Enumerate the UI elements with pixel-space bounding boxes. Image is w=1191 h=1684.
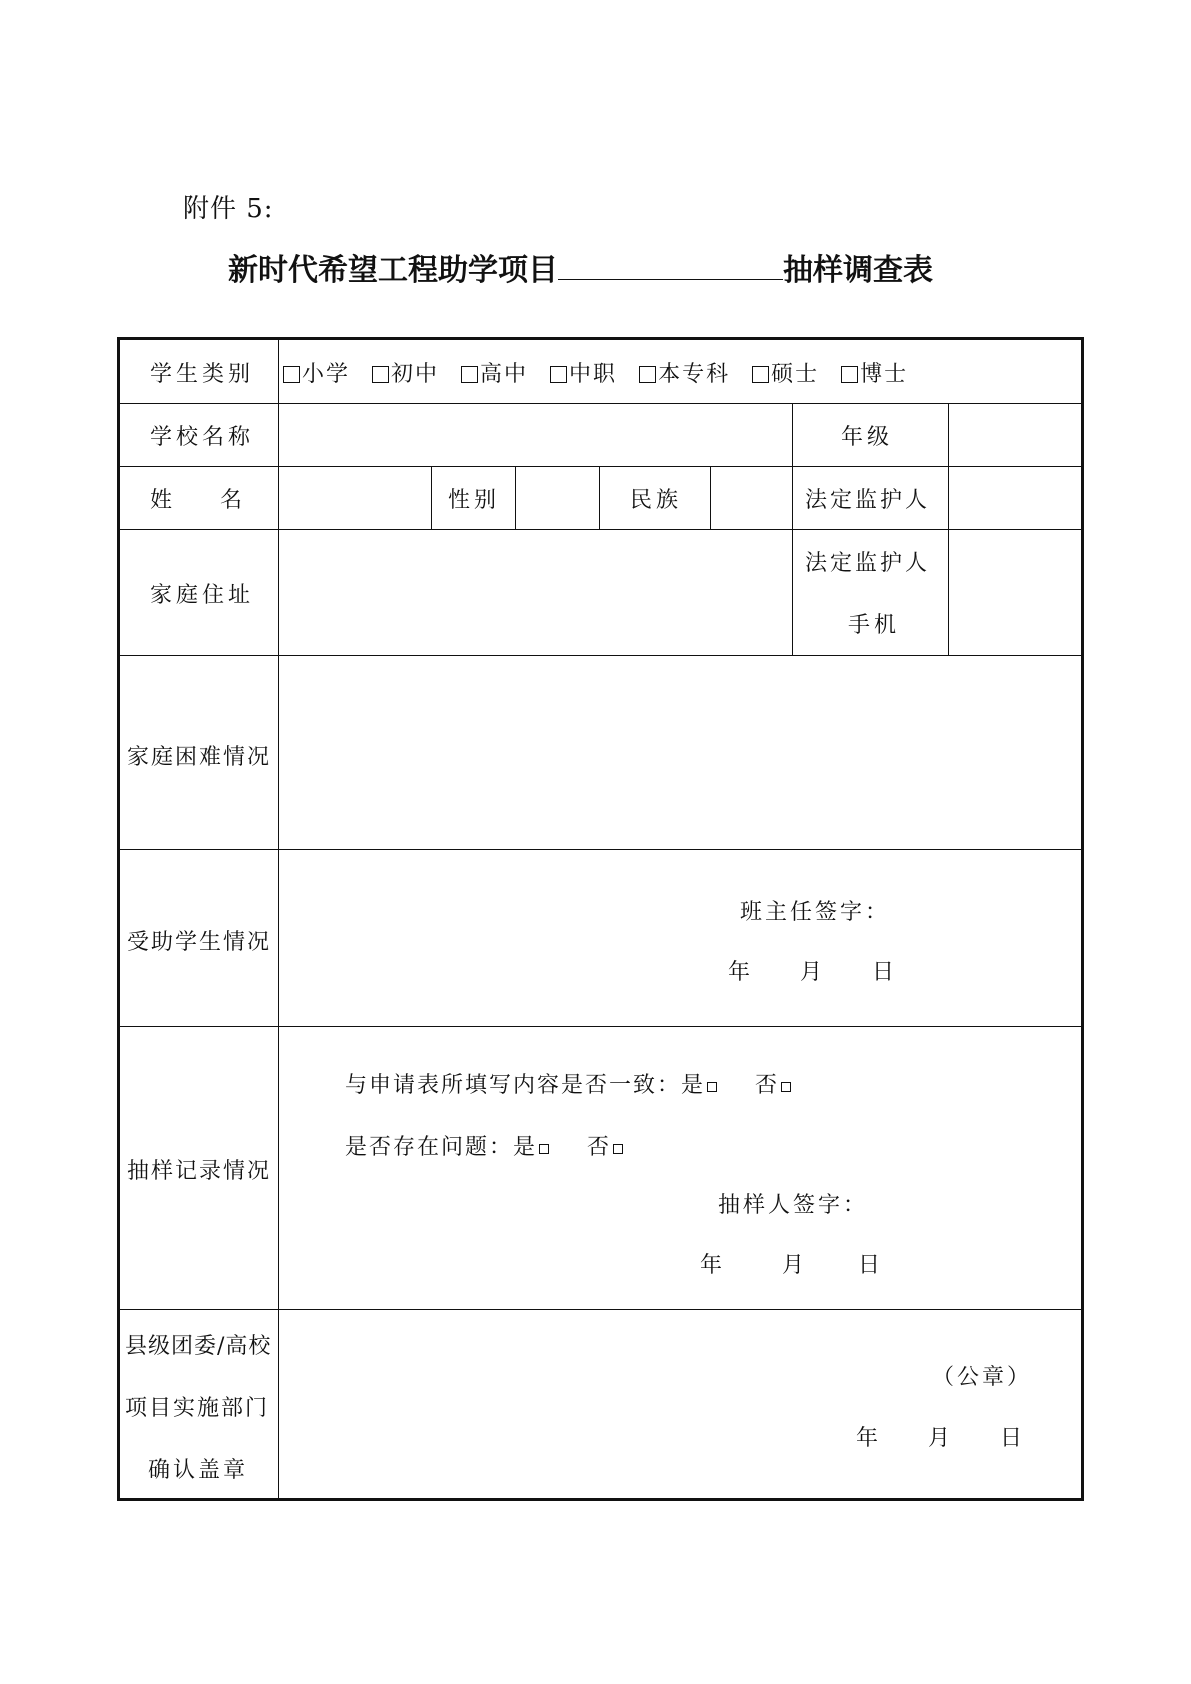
ethnicity-field[interactable] xyxy=(712,467,791,528)
checkbox-icon[interactable] xyxy=(841,366,858,383)
option-primary[interactable]: 小学 xyxy=(283,357,350,388)
option-vocational[interactable]: 中职 xyxy=(550,357,617,388)
option-master[interactable]: 硕士 xyxy=(752,357,819,388)
column-divider xyxy=(515,466,516,529)
gender-field[interactable] xyxy=(517,467,598,528)
name-field[interactable] xyxy=(280,467,430,528)
student-status-label: 受助学生情况 xyxy=(127,930,272,955)
page-title xyxy=(228,245,933,289)
checkbox-icon[interactable] xyxy=(639,366,656,383)
school-field[interactable] xyxy=(280,404,791,465)
grade-label: 年级 xyxy=(841,425,894,450)
name-label-1: 姓 xyxy=(150,488,177,513)
column-divider xyxy=(792,403,793,655)
grade-field[interactable] xyxy=(950,404,1080,465)
confirm-label-1: 县级团委/高校 xyxy=(125,1334,272,1359)
gender-label: 性别 xyxy=(448,488,501,513)
checkbox-icon[interactable] xyxy=(752,366,769,383)
row-divider xyxy=(120,466,1081,467)
teacher-date-day: 日 xyxy=(872,960,899,985)
row-divider xyxy=(120,1026,1081,1027)
checkbox-icon[interactable] xyxy=(461,366,478,383)
no-checkbox-icon[interactable] xyxy=(613,1144,623,1154)
attachment-label: 附件 5: xyxy=(183,194,274,224)
seal-date-day: 日 xyxy=(1000,1426,1027,1451)
title-blank-line[interactable] xyxy=(558,251,783,280)
hardship-field[interactable] xyxy=(280,656,1080,848)
option-undergraduate[interactable]: 本专科 xyxy=(639,357,730,388)
column-divider xyxy=(599,466,600,529)
column-divider xyxy=(431,466,432,529)
column-divider xyxy=(278,340,279,1498)
sampler-date-year: 年 xyxy=(700,1253,727,1278)
row-divider xyxy=(120,1309,1081,1310)
title-right: 抽样调查表 xyxy=(783,253,933,288)
confirm-label-2: 项目实施部门 xyxy=(125,1396,270,1421)
ethnicity-label: 民族 xyxy=(630,488,683,513)
name-label-2: 名 xyxy=(220,488,247,513)
yes-checkbox-icon[interactable] xyxy=(707,1082,717,1092)
checkbox-icon[interactable] xyxy=(372,366,389,383)
sampler-date-month: 月 xyxy=(782,1253,809,1278)
guardian-field[interactable] xyxy=(950,467,1080,528)
seal-date-year: 年 xyxy=(856,1426,883,1451)
guardian-phone-label-2: 手机 xyxy=(848,613,901,638)
guardian-phone-field[interactable] xyxy=(950,530,1080,654)
no-checkbox-icon[interactable] xyxy=(781,1082,791,1092)
school-label: 学校名称 xyxy=(150,425,255,450)
yes-checkbox-icon[interactable] xyxy=(539,1144,549,1154)
sampling-label: 抽样记录情况 xyxy=(127,1159,272,1184)
column-divider xyxy=(710,466,711,529)
guardian-phone-label-1: 法定监护人 xyxy=(805,551,931,576)
student-type-options xyxy=(283,357,930,388)
option-junior-high[interactable]: 初中 xyxy=(372,357,439,388)
survey-form xyxy=(117,337,1084,1501)
student-type-label: 学生类别 xyxy=(150,362,255,387)
option-doctor[interactable]: 博士 xyxy=(841,357,908,388)
row-divider xyxy=(120,849,1081,850)
checkbox-icon[interactable] xyxy=(550,366,567,383)
title-left: 新时代希望工程助学项目 xyxy=(228,253,558,288)
sampler-date-day: 日 xyxy=(858,1253,885,1278)
address-field[interactable] xyxy=(280,530,791,654)
sampler-signature-label: 抽样人签字： xyxy=(718,1193,869,1218)
teacher-signature-label: 班主任签字： xyxy=(740,900,891,925)
consistency-question: 与申请表所填写内容是否一致：是 否 xyxy=(345,1068,791,1099)
problem-question: 是否存在问题：是 否 xyxy=(345,1130,623,1161)
option-senior-high[interactable]: 高中 xyxy=(461,357,528,388)
teacher-date-month: 月 xyxy=(800,960,827,985)
confirm-label-3: 确认盖章 xyxy=(148,1458,249,1483)
seal-date-month: 月 xyxy=(928,1426,955,1451)
checkbox-icon[interactable] xyxy=(283,366,300,383)
column-divider xyxy=(948,403,949,655)
address-label: 家庭住址 xyxy=(150,583,255,608)
guardian-label: 法定监护人 xyxy=(805,488,931,513)
seal-label: （公章） xyxy=(932,1365,1033,1390)
hardship-label: 家庭困难情况 xyxy=(127,745,272,770)
teacher-date-year: 年 xyxy=(728,960,755,985)
